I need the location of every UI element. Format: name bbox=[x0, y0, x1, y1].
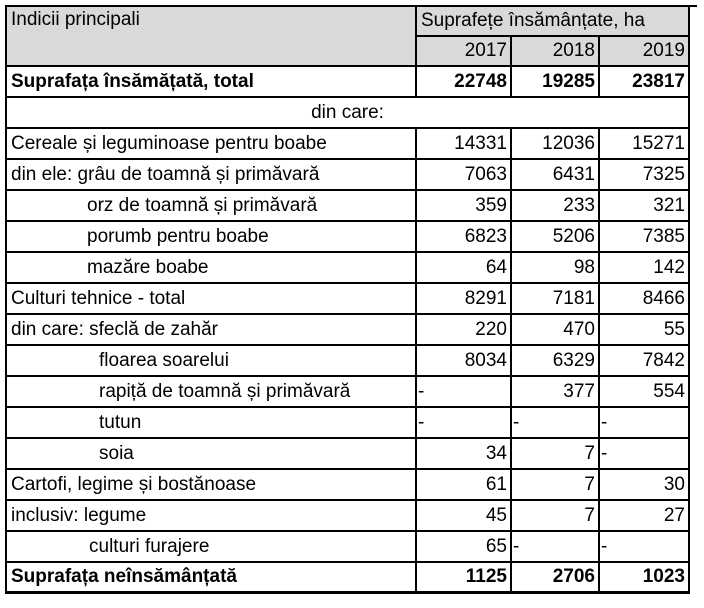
cell-grau-2018[interactable]: 6431 bbox=[512, 160, 600, 191]
cell-neinsamantata-2018[interactable]: 2706 bbox=[512, 563, 600, 594]
row-label-legume[interactable]: inclusiv: legume bbox=[7, 501, 417, 532]
group-header[interactable]: Suprafețe însămânțate, ha bbox=[417, 7, 690, 37]
cell-floarea-soarelui-2018[interactable]: 6329 bbox=[512, 346, 600, 377]
cell-culturi-furajere-2019[interactable]: - bbox=[600, 532, 690, 563]
subheader-din-care[interactable]: din care: bbox=[7, 98, 690, 129]
cell-tutun-2017[interactable]: - bbox=[417, 408, 512, 439]
cell-soia-2017[interactable]: 34 bbox=[417, 439, 512, 470]
cell-mazare-2018[interactable]: 98 bbox=[512, 253, 600, 284]
row-label-neinsamantata[interactable]: Suprafața neînsămânțată bbox=[7, 563, 417, 594]
cell-rapita-2019[interactable]: 554 bbox=[600, 377, 690, 408]
cell-legume-2019[interactable]: 27 bbox=[600, 501, 690, 532]
row-label-culturi-tehnice[interactable]: Culturi tehnice - total bbox=[7, 284, 417, 315]
year-header-2017[interactable]: 2017 bbox=[417, 37, 512, 67]
data-table bbox=[5, 5, 697, 594]
cell-sfecla-2018[interactable]: 470 bbox=[512, 315, 600, 346]
cell-cartofi-2018[interactable]: 7 bbox=[512, 470, 600, 501]
cell-total-2017[interactable]: 22748 bbox=[417, 67, 512, 98]
cell-culturi-tehnice-2019[interactable]: 8466 bbox=[600, 284, 690, 315]
cell-floarea-soarelui-2017[interactable]: 8034 bbox=[417, 346, 512, 377]
cell-soia-2018[interactable]: 7 bbox=[512, 439, 600, 470]
year-header-2019[interactable]: 2019 bbox=[600, 37, 690, 67]
cell-culturi-tehnice-2017[interactable]: 8291 bbox=[417, 284, 512, 315]
cell-orz-2017[interactable]: 359 bbox=[417, 191, 512, 222]
cell-porumb-2017[interactable]: 6823 bbox=[417, 222, 512, 253]
cell-tutun-2019[interactable]: - bbox=[600, 408, 690, 439]
cell-orz-2018[interactable]: 233 bbox=[512, 191, 600, 222]
row-label-rapita[interactable]: rapiță de toamnă și primăvară bbox=[7, 377, 417, 408]
cell-sfecla-2019[interactable]: 55 bbox=[600, 315, 690, 346]
cell-orz-2019[interactable]: 321 bbox=[600, 191, 690, 222]
year-header-2018[interactable]: 2018 bbox=[512, 37, 600, 67]
row-label-porumb[interactable]: porumb pentru boabe bbox=[7, 222, 417, 253]
cell-rapita-2018[interactable]: 377 bbox=[512, 377, 600, 408]
cell-soia-2019[interactable]: - bbox=[600, 439, 690, 470]
row-label-tutun[interactable]: tutun bbox=[7, 408, 417, 439]
cell-neinsamantata-2019[interactable]: 1023 bbox=[600, 563, 690, 594]
cell-neinsamantata-2017[interactable]: 1125 bbox=[417, 563, 512, 594]
cell-culturi-furajere-2017[interactable]: 65 bbox=[417, 532, 512, 563]
row-label-cartofi[interactable]: Cartofi, legime și bostănoase bbox=[7, 470, 417, 501]
cell-cereale-2017[interactable]: 14331 bbox=[417, 129, 512, 160]
cell-cereale-2019[interactable]: 15271 bbox=[600, 129, 690, 160]
row-label-culturi-furajere[interactable]: culturi furajere bbox=[7, 532, 417, 563]
cell-culturi-furajere-2018[interactable]: - bbox=[512, 532, 600, 563]
cell-total-2019[interactable]: 23817 bbox=[600, 67, 690, 98]
row-label-total[interactable]: Suprafața însămățată, total bbox=[7, 67, 417, 98]
cell-sfecla-2017[interactable]: 220 bbox=[417, 315, 512, 346]
cell-legume-2017[interactable]: 45 bbox=[417, 501, 512, 532]
cell-legume-2018[interactable]: 7 bbox=[512, 501, 600, 532]
cell-mazare-2017[interactable]: 64 bbox=[417, 253, 512, 284]
cell-porumb-2019[interactable]: 7385 bbox=[600, 222, 690, 253]
cell-tutun-2018[interactable]: - bbox=[512, 408, 600, 439]
spreadsheet bbox=[5, 5, 697, 602]
row-label-cereale[interactable]: Cereale și leguminoase pentru boabe bbox=[7, 129, 417, 160]
cell-total-2018[interactable]: 19285 bbox=[512, 67, 600, 98]
row-label-sfecla[interactable]: din care: sfeclă de zahăr bbox=[7, 315, 417, 346]
row-label-grau[interactable]: din ele: grâu de toamnă și primăvară bbox=[7, 160, 417, 191]
cell-porumb-2018[interactable]: 5206 bbox=[512, 222, 600, 253]
cell-cartofi-2017[interactable]: 61 bbox=[417, 470, 512, 501]
cell-mazare-2019[interactable]: 142 bbox=[600, 253, 690, 284]
cell-grau-2019[interactable]: 7325 bbox=[600, 160, 690, 191]
row-label-mazare[interactable]: mazăre boabe bbox=[7, 253, 417, 284]
cell-floarea-soarelui-2019[interactable]: 7842 bbox=[600, 346, 690, 377]
cell-culturi-tehnice-2018[interactable]: 7181 bbox=[512, 284, 600, 315]
cell-rapita-2017[interactable]: - bbox=[417, 377, 512, 408]
cell-cereale-2018[interactable]: 12036 bbox=[512, 129, 600, 160]
row-label-orz[interactable]: orz de toamnă și primăvară bbox=[7, 191, 417, 222]
row-label-soia[interactable]: soia bbox=[7, 439, 417, 470]
cell-cartofi-2019[interactable]: 30 bbox=[600, 470, 690, 501]
cell-grau-2017[interactable]: 7063 bbox=[417, 160, 512, 191]
indicators-header[interactable]: Indicii principali bbox=[7, 7, 417, 67]
row-label-floarea-soarelui[interactable]: floarea soarelui bbox=[7, 346, 417, 377]
